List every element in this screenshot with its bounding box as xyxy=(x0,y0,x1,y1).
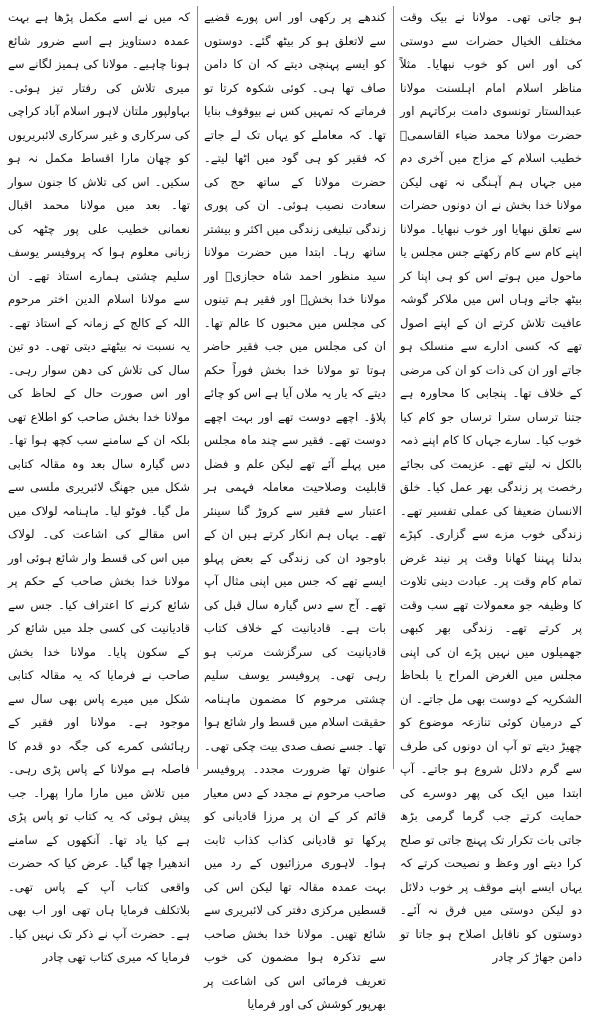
column-left-text: کہ میں نے اسے مکمل پڑھا ہے بہت عمدہ دستاویز ہے اسے ضرور شائع ہونا چاہیے۔ مولانا کی ہمیز لگانے سے میری تلاش کی رفتار تیز ہوئی۔ بہاولپور ملتان لاہور اسلام آباد کراچی کی سرکاری و غیر سرکاری لائبریریوں کو چھان مارا اقساط مکمل نہ ہو سکیں۔ اس کی تلاش کا جنون سوار تھا۔ بعد میں مولانا محمد اقبال نعمانی خطیب علی پور چٹھہ کی زبانی معلوم ہوا کہ پروفیسر یوسف سلیم چشتی ہمارے استاذ تھے۔ ان سے مولانا اسلام الدین اختر مرحوم اللہ کے کالج کے زمانہ کے استاذ تھے۔ یہ نسبت نہ بیٹھتے دیتی تھی۔ دو تین سال کی تلاش کی دھن سوار رہی۔ اور اس صورت حال کے لحاظ کی مولانا خدا بخش صاحب کو اطلاع تھی بلکہ ان کے سامنے سب کچھ ہوا تھا۔ دس گیارہ سال بعد وہ مقالہ کتابی شکل میں جھنگ لائبریری ملسی سے مل گیا۔ فوٹو لیا۔ ماہنامہ لولاک میں اس مقالے کی اشاعت کی۔ لولاک میں اس کی قسط وار شائع ہوئی اور مولانا خدا بخش صاحب کے حکم پر شائع کرنے کا اعتراف کیا۔ جس سے قادیانیت کی کسی جلد میں شائع کر کے سکون پایا۔ مولانا خدا بخش صاحب نے فرمایا کہ یہ مقالہ کتابی شکل میں میرے پاس بھی سال سے موجود ہے۔ مولانا اور فقیر کے رہائشی کمرے کی جگہ دو قدم کا فاصلہ ہے مولانا کے پاس پڑی رہی۔ میں تلاش میں مارا مارا پھرا۔ جب پیش ہوئی کہ یہ کتاب تو پاس پڑی ہے کیا یاد تھا۔ آنکھوں کے سامنے اندھیرا چھا گیا۔ عرض کیا کہ حضرت واقعی کتاب آپ کے پاس تھی۔ بلاتکلف فرمایا ہاں تھی اور اب بھی ہے۔ حضرت آپ نے ذکر تک نہیں کیا۔ فرمایا کہ میری کتاب تھی چادر xyxy=(8,10,190,964)
column-right xyxy=(400,6,582,964)
column-right-text: ہو جاتی تھی۔ مولانا نے بیک وقت مختلف الخیال حضرات سے دوستی کی اور اس کو خوب نبھایا۔ مثلاً مناظر اسلام امام اہلسنت مولانا عبدالستار تونسوی دامت برکاتہم اور حضرت مولانا محمد ضیاء القاسمیؒ خطیب اسلام کے مزاج میں آخری دم میں جہاں ہم آہنگی نہ تھی لیکن مولانا خدا بخش نے ان دونوں حضرات سے تعلق نبھایا اور خوب نبھایا۔ مولانا اپنے کام سے کام رکھتے جس مجلس یا ماحول میں ہوتے اس کو ہی اپنا کر بیٹھ جاتے وہاں اس میں ملاکر گوشہ عافیت تلاش کرتے ان کے اپنے اصول تھے کہ کسی ادارے سے منسلک ہو جاتے اور ان کی ذات کو ان کی مرضی کے خلاف تھا۔ پنجابی کا محاورہ ہے جتنا ترساں سترا ترساں جو کام کیا خوب کیا۔ سارے جہاں کا کام اپنے ذمہ بالکل نہ لیتے تھے۔ عزیمت کی بجائے رخصت پر زندگی بھر عمل کیا۔ خلق الانسان ضعیفا کی عملی تفسیر تھے۔ زندگی خوب مزے سے گزاری۔ کپڑے بدلنا پہننا کھانا وقت پر نیند غرض تمام کام وقت پر۔ عبادت دینی تلاوت کا وظیفہ جو معمولات تھے سب وقت پر کرتے تھے۔ زندگی بھر کبھی جھمیلوں میں نہیں پڑے ان کی اپنی مجلس میں الغرض المراح یا بلحاظ الشکریہ کے دوست بھی مل جاتے۔ ان کے درمیان کوئی تنازعہ موضوع کو چھیڑ دیتے تو آپ ان دونوں کی طرف سے گرم دلائل شروع ہو جاتے۔ آپ ابتدا میں ایک کی پھر دوسرے کی حمایت کرتے جب گرما گرمی بڑھ جاتی بات تکرار تک پہنچ جاتی تو صلح کرا دیتے اور وعظ و نصیحت کرتے کہ یہاں ایسے اپنے موقف پر خوب دلائل دو لیکن دوستی میں فرق نہ آئے۔ دوستوں کو ناقابل اصلاح ہو جاتا تو دامن جھاڑ کر چادر xyxy=(400,10,582,964)
column-left xyxy=(8,6,190,964)
column-middle xyxy=(204,6,386,1011)
text-columns xyxy=(8,6,582,1011)
column-divider-right xyxy=(393,6,394,769)
column-middle-text: کندھے پر رکھی اور اس پورے قضیے سے لاتعلق ہو کر بیٹھ گئے۔ دوستوں کو ایسے پہنچی دیتے کہ ان کا دامن صاف تھا ہی۔ کوئی شکوہ کرتا تو فرماتے کہ تمہیں کس نے بیوقوف بنایا تھا۔ کہ معاملے کو یہاں تک لے جاتے کہ فقیر کو ہی گود میں اٹھا لیتے۔ حضرت مولانا کے ساتھ حج کی سعادت نصیب ہوئی۔ ان کی پوری زندگی تبلیغی زندگی میں اکثر و بیشتر ساتھ رہا۔ ابتدا میں حضرت مولانا سید منظور احمد شاہ حجازیؒ اور مولانا خدا بخشؒ اور فقیر ہم تینوں کی مجلس میں محبوں کا عالم تھا۔ ان کی مجلس میں جب فقیر حاضر ہوتا تو مولانا خدا بخش فوراً حکم دیتے کہ یار یہ ملاں آیا ہے اس کو چائے پلاؤ۔ اچھے دوست تھے اور بہت اچھے دوست تھے۔ فقیر سے چند ماہ مجلس میں پہلے آئے تھے لیکن علم و فضل قابلیت وصلاحیت معاملہ فہمی ہر اعتبار سے فقیر سے کروڑ گنا سینئر تھے۔ یہاں ہم انکار کرتے ہیں ان کے باوجود ان کی زندگی کے بعض پہلو ایسے تھے کہ جس میں اپنی مثال آپ تھے۔ آج سے دس گیارہ سال قبل کی بات ہے۔ قادیانیت کے خلاف کتاب قادیانیت کی سرگزشت مرتب ہو رہی تھی۔ پروفیسر یوسف سلیم چشتی مرحوم کا مضمون ماہنامہ حقیقت اسلام میں قسط وار شائع ہوا تھا۔ جسے نصف صدی بیت چکی تھی۔ عنوان تھا ضرورت مجدد۔ پروفیسر صاحب مرحوم نے مجدد کے دس معیار قائم کر کے ان پر مرزا قادیانی کو پرکھا تو قادیانی کذاب کذاب ثابت ہوا۔ لاہوری مرزائیوں کے رد میں بہت عمدہ مقالہ تھا لیکن اس کی قسطیں مرکزی دفتر کی لائبریری سے شائع تھیں۔ مولانا خدا بخش صاحب سے تذکرہ ہوا مضمون کی خوب تعریف فرمائی اس کی اشاعت پر بھرپور کوشش کی اور فرمایا xyxy=(204,10,386,1011)
column-divider-left xyxy=(197,6,198,769)
